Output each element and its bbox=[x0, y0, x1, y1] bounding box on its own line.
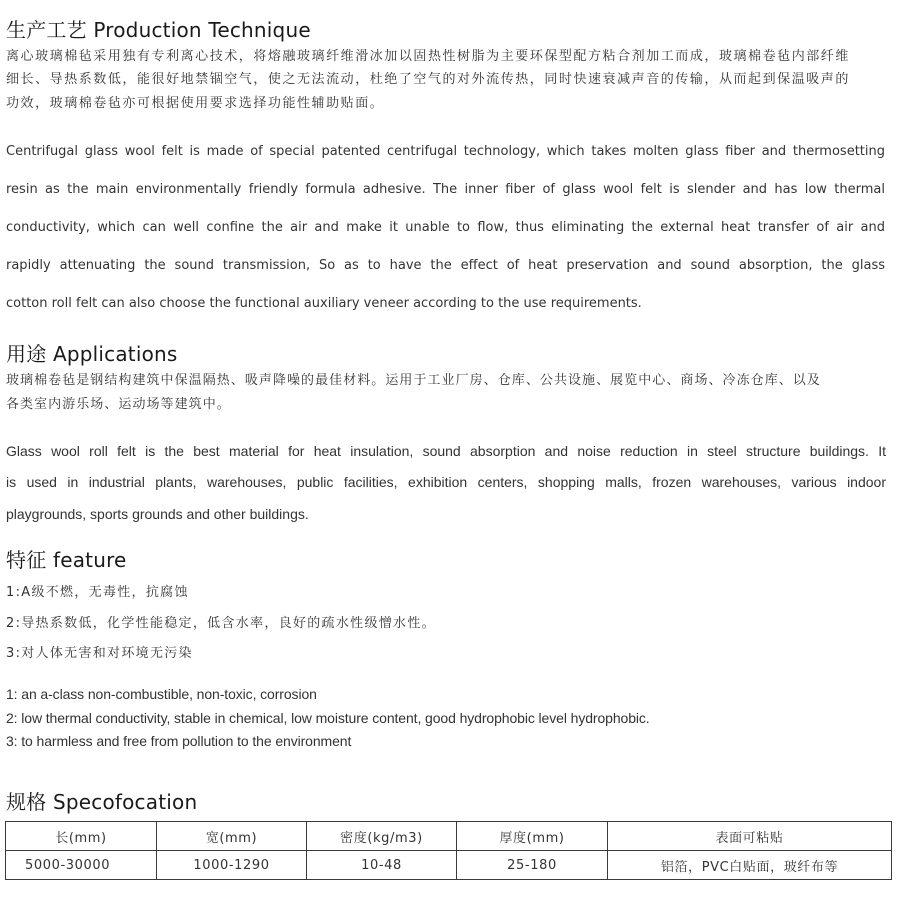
applications-en-line: Glass wool roll felt is the best material for heat insulation, sound absorption and noise reduction in steel structure buildings. It bbox=[6, 443, 886, 459]
production-en-line: rapidly attenuating the sound transmission, So as to have the effect of heat preservation and sound absorption, the glass bbox=[6, 258, 885, 273]
production-en-line: conductivity, which can well confine the air and make it unable to flow, thus eliminating the external heat transfer of air and bbox=[6, 220, 885, 235]
applications-cn-line: 各类室内游乐场、运动场等建筑中。 bbox=[6, 397, 231, 412]
feature-en-item: 1: an a-class non-combustible, non-toxic, corrosion bbox=[6, 686, 317, 702]
feature-en-item: 2: low thermal conductivity, stable in chemical, low moisture content, good hydrophobic level hydrophobic. bbox=[6, 710, 650, 726]
table-header-cell-density: 密度(kg/m3) bbox=[307, 822, 457, 851]
table-header-cell-width: 宽(mm) bbox=[157, 822, 307, 851]
table-header-cell-length: 长(mm) bbox=[6, 822, 157, 851]
table-cell-density: 10-48 bbox=[307, 851, 457, 880]
section-heading-production: 生产工艺 Production Technique bbox=[6, 18, 311, 42]
section-heading-applications: 用途 Applications bbox=[6, 342, 178, 366]
applications-cn-line: 玻璃棉卷毡是钢结构建筑中保温隔热、吸声降噪的最佳材料。运用于工业厂房、仓库、公共设施、展览中心、商场、冷冻仓库、以及 bbox=[6, 373, 821, 388]
feature-en-item: 3: to harmless and free from pollution to the environment bbox=[6, 733, 352, 749]
production-cn-line: 细长、导热系数低，能很好地禁锢空气，使之无法流动，杜绝了空气的对外流传热，同时快速衰减声音的传输，从而起到保温吸声的 bbox=[6, 72, 850, 87]
production-cn-line: 功效，玻璃棉卷毡亦可根据使用要求选择功能性辅助贴面。 bbox=[6, 96, 385, 111]
section-heading-specification: 规格 Specofocation bbox=[6, 790, 198, 814]
feature-cn-item: 3:对人体无害和对环境无污染 bbox=[6, 646, 193, 661]
table-cell-length: 5000-30000 bbox=[6, 851, 157, 880]
production-en-line: cotton roll felt can also choose the functional auxiliary veneer according to the use requirements. bbox=[6, 296, 642, 311]
table-cell-width: 1000-1290 bbox=[157, 851, 307, 880]
table-header-row bbox=[6, 822, 892, 851]
applications-en-line: playgrounds, sports grounds and other buildings. bbox=[6, 506, 309, 522]
production-en-line: resin as the main environmentally friendly formula adhesive. The inner fiber of glass wool felt is slender and has low thermal bbox=[6, 182, 885, 197]
specification-table bbox=[5, 821, 892, 880]
table-cell-thickness: 25-180 bbox=[457, 851, 608, 880]
applications-en-line: is used in industrial plants, warehouses, public facilities, exhibition centers, shopping malls, frozen warehouses, various indoor bbox=[6, 474, 886, 490]
table-row bbox=[6, 851, 892, 880]
table-header-cell-thickness: 厚度(mm) bbox=[457, 822, 608, 851]
production-cn-line: 离心玻璃棉毡采用独有专利离心技术，将熔融玻璃纤维滑冰加以固热性树脂为主要环保型配方粘合剂加工而成，玻璃棉卷毡内部纤维 bbox=[6, 49, 850, 64]
table-cell-facing: 铝箔，PVC白贴面，玻纤布等 bbox=[608, 851, 892, 880]
section-heading-feature: 特征 feature bbox=[6, 548, 127, 572]
feature-cn-item: 2:导热系数低，化学性能稳定，低含水率，良好的疏水性级憎水性。 bbox=[6, 616, 436, 631]
production-en-line: Centrifugal glass wool felt is made of special patented centrifugal technology, which takes molten glass fiber and thermosetting bbox=[6, 144, 885, 159]
feature-cn-item: 1:A级不燃，无毒性，抗腐蚀 bbox=[6, 585, 189, 600]
table-header-cell-facing: 表面可粘贴 bbox=[608, 822, 892, 851]
